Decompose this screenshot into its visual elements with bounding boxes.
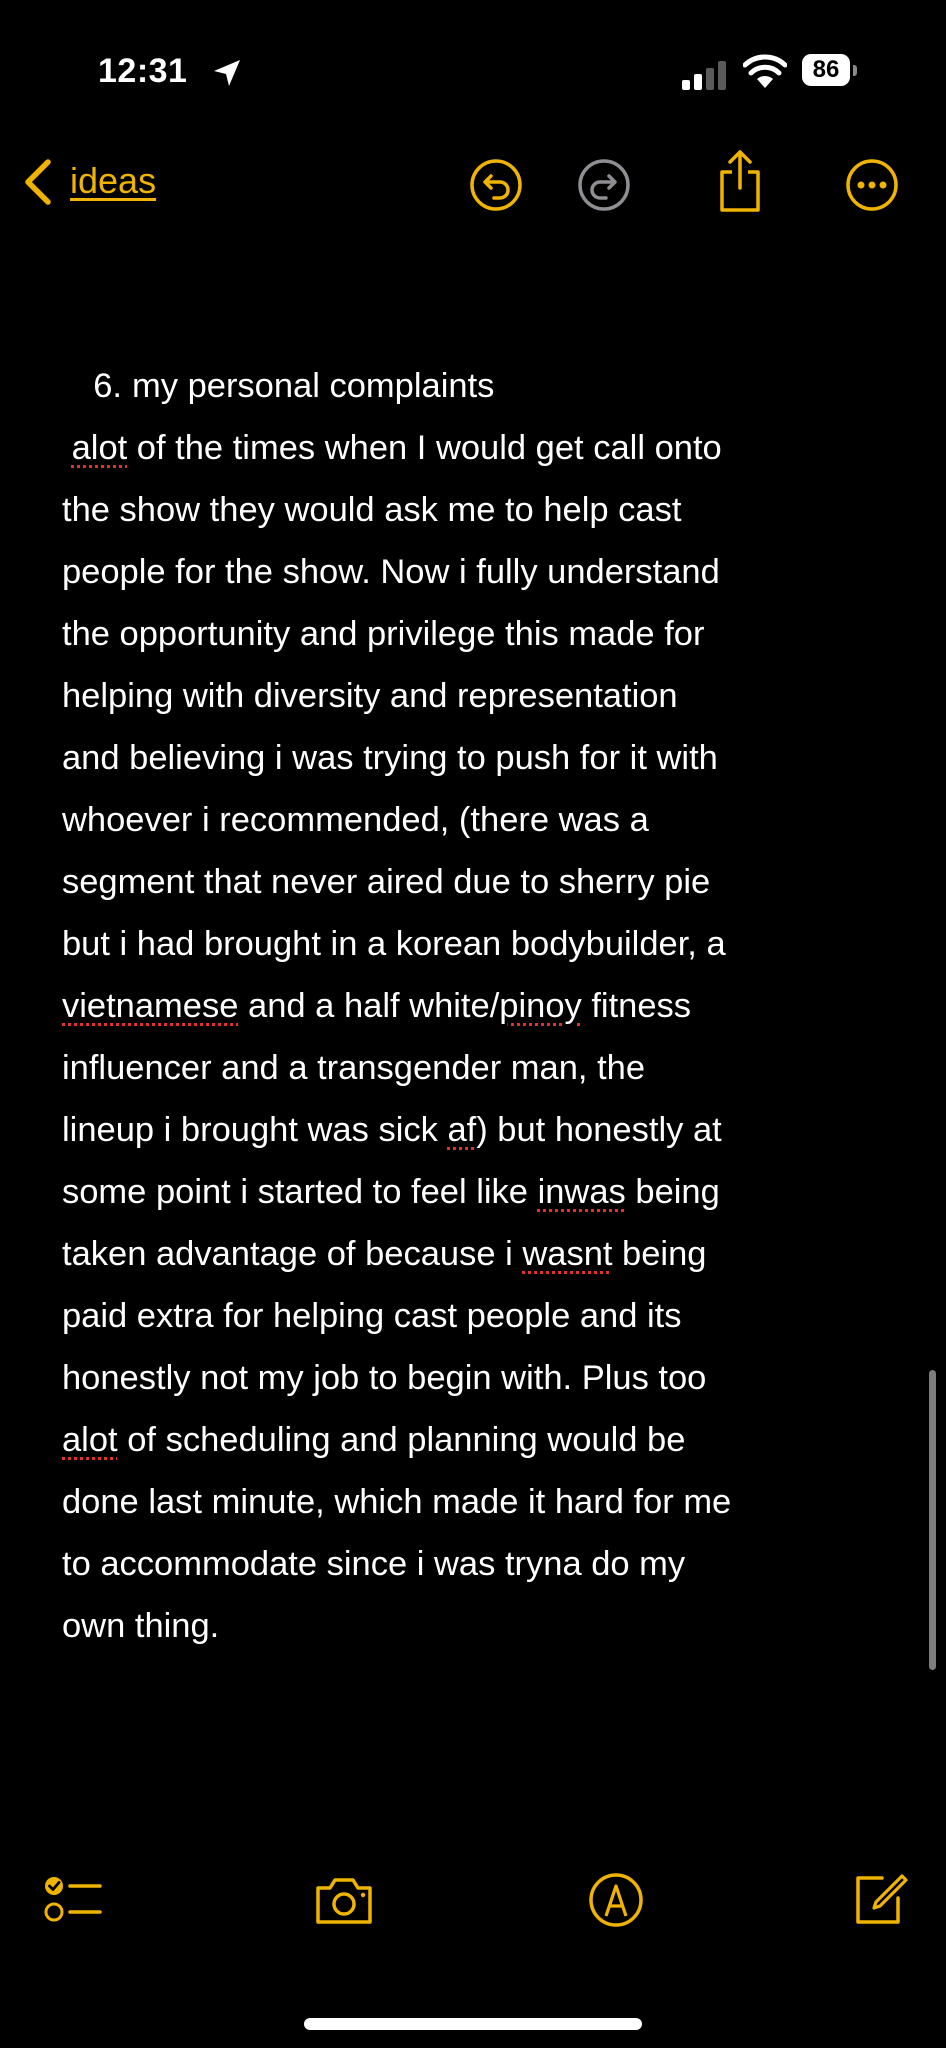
undo-icon[interactable] [468,157,524,213]
back-button[interactable]: ideas [70,160,157,201]
bottom-toolbar [0,1860,946,1940]
markup-icon[interactable] [586,1870,646,1930]
battery-nub [853,65,857,76]
note-text-segment: being paid extra for helping cast people and its honestly not my job to begin with. Plus too [62,1235,707,1397]
note-text [62,429,731,1645]
share-icon[interactable] [712,148,768,214]
location-arrow-icon [210,56,244,90]
status-time: 12:31 [98,52,188,90]
misspelled-word: wasnt [522,1235,613,1273]
wifi-icon [743,54,787,90]
note-text-segment: of the times when I would get call onto the show they would ask me to help cast people for the show. Now i fully understand the opportunity and privilege this made for helping with diversity and representation and believing i was trying to push for it with whoever i recommended, (there was a segment that never aired due to sherry pie but i had brought in a korean bodybuilder, a [62,429,726,963]
cellular-signal-icon [680,60,730,90]
list-number: 6. [93,367,122,405]
scrollbar[interactable] [929,1370,936,1670]
redo-icon[interactable] [576,157,632,213]
note-text-segment: and a half white/ [238,987,500,1025]
note-text-segment [62,429,72,467]
misspelled-word: pinoy [499,987,582,1025]
misspelled-word: af [447,1111,477,1149]
compose-icon[interactable] [850,1870,910,1930]
misspelled-word: vietnamese [62,987,239,1025]
note-body[interactable] [62,355,892,1657]
misspelled-word: alot [71,429,128,467]
misspelled-word: inwas [537,1173,626,1211]
battery-indicator [802,54,858,88]
checklist-icon[interactable] [42,1870,102,1930]
note-text-segment: ) but honestly at some point i started to feel like [62,1111,722,1211]
note-text-segment: fitness influencer and a transgender man, the lineup i brought was sick [62,987,692,1149]
camera-icon[interactable] [312,1870,376,1930]
battery-level: 86 [802,54,850,86]
misspelled-word: alot [62,1421,118,1459]
chevron-left-icon[interactable] [18,158,58,206]
home-indicator[interactable] [304,2018,642,2030]
status-bar [0,0,946,150]
note-heading: my personal complaints [132,367,495,405]
note-text-segment: of scheduling and planning would be done last minute, which made it hard for me to accommodate since i was tryna do my own thing. [62,1421,732,1645]
note-text-segment: being taken advantage of because i [62,1173,720,1273]
more-icon[interactable] [844,157,900,213]
